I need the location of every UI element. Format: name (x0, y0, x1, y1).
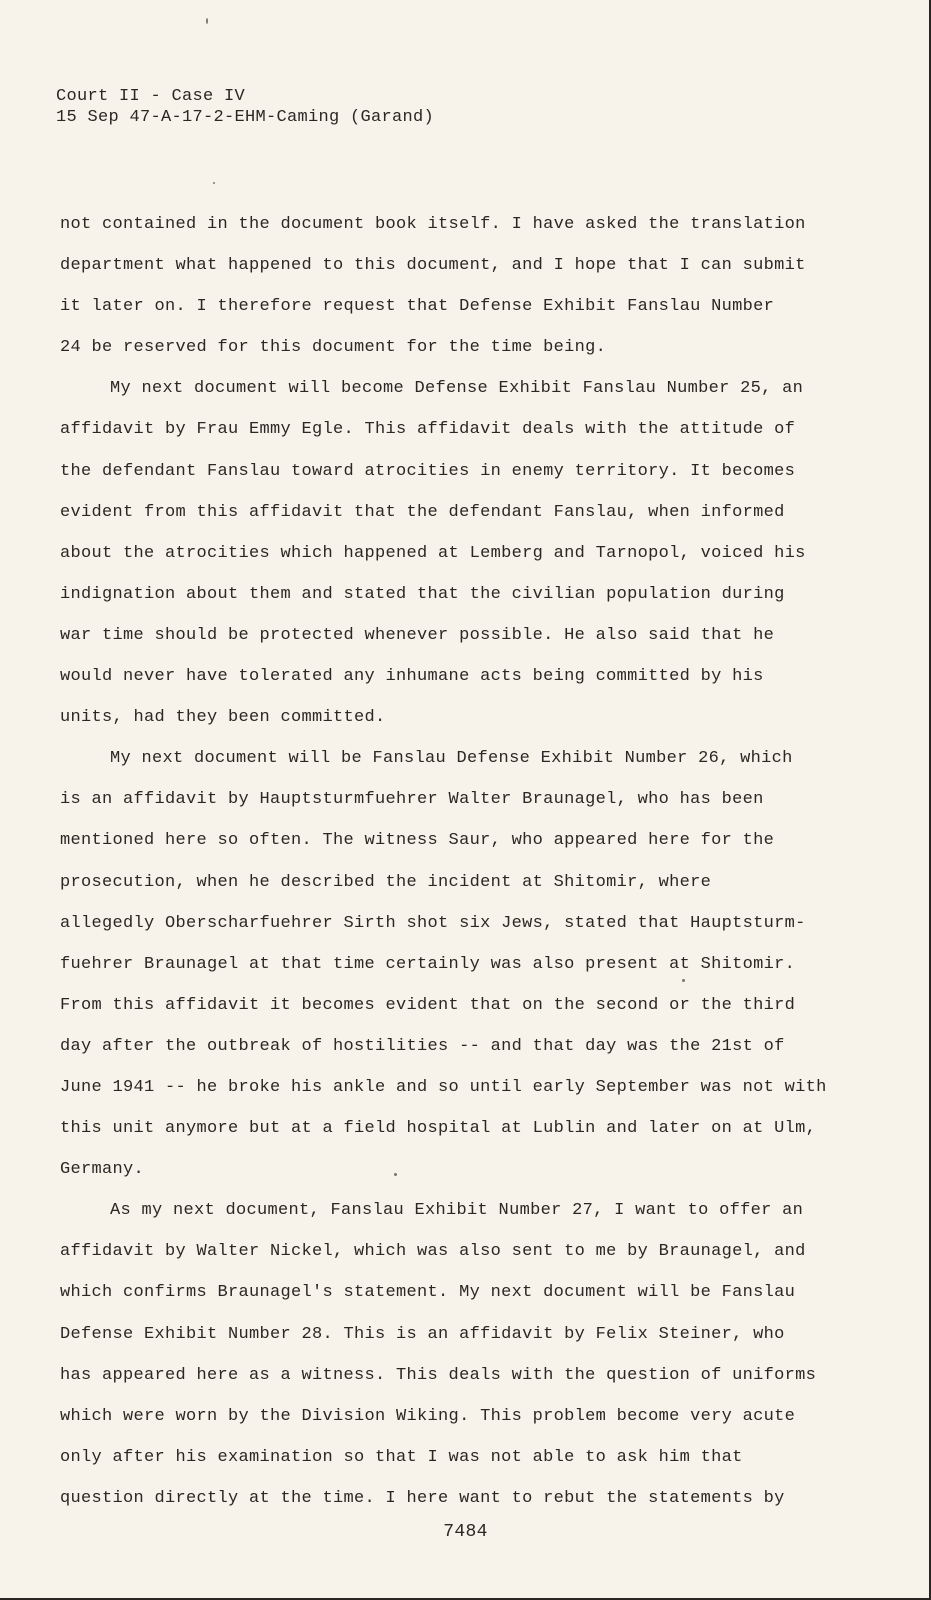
text-line: which were worn by the Division Wiking. This problem become very acute (60, 1406, 796, 1426)
text-line: allegedly Oberscharfuehrer Sirth shot six Jews, stated that Hauptsturm- (60, 913, 806, 933)
page-number: 7484 (443, 1522, 488, 1542)
text-line: affidavit by Walter Nickel, which was also sent to me by Braunagel, and (60, 1242, 806, 1262)
text-line: evident from this affidavit that the defendant Fanslau, when informed (60, 502, 785, 522)
text-line: From this affidavit it becomes evident that on the second or the third (60, 995, 796, 1015)
text-line: Defense Exhibit Number 28. This is an affidavit by Felix Steiner, who (60, 1324, 785, 1344)
text-line: Germany. (60, 1160, 145, 1180)
text-line: war time should be protected whenever possible. He also said that he (60, 625, 775, 645)
text-line: would never have tolerated any inhumane acts being committed by his (60, 667, 764, 687)
text-line: prosecution, when he described the incident at Shitomir, where (60, 872, 712, 892)
text-line: department what happened to this document, and I hope that I can submit (60, 256, 806, 276)
text-line: question directly at the time. I here want to rebut the statements by (60, 1488, 785, 1508)
paragraph-start-line: My next document will become Defense Exhibit Fanslau Number 25, an (110, 379, 804, 399)
text-line: it later on. I therefore request that Defense Exhibit Fanslau Number (60, 297, 775, 317)
paper-speck (206, 18, 208, 24)
text-line: this unit anymore but at a field hospital at Lublin and later on at Ulm, (60, 1119, 817, 1139)
body-text (60, 204, 827, 1519)
paper-speck (394, 1173, 397, 1176)
text-line: the defendant Fanslau toward atrocities in enemy territory. It becomes (60, 461, 796, 481)
text-line: day after the outbreak of hostilities -- and that day was the 21st of (60, 1036, 785, 1056)
text-line: only after his examination so that I was not able to ask him that (60, 1447, 743, 1467)
text-line: affidavit by Frau Emmy Egle. This affidavit deals with the attitude of (60, 420, 796, 440)
header-court-case: Court II - Case IV (56, 87, 246, 106)
paragraph-start-line: My next document will be Fanslau Defense Exhibit Number 26, which (110, 749, 793, 769)
text-line: not contained in the document book itself. I have asked the translation (60, 215, 806, 234)
text-line: has appeared here as a witness. This deals with the question of uniforms (60, 1365, 817, 1385)
paper-speck (682, 979, 685, 982)
paragraph-start-line: As my next document, Fanslau Exhibit Number 27, I want to offer an (110, 1201, 804, 1221)
document-header (56, 86, 434, 128)
text-line: mentioned here so often. The witness Saur, who appeared here for the (60, 831, 775, 851)
text-line: June 1941 -- he broke his ankle and so until early September was not with (60, 1077, 827, 1097)
text-line: indignation about them and stated that the civilian population during (60, 584, 785, 604)
text-line: units, had they been committed. (60, 708, 386, 728)
text-line: 24 be reserved for this document for the time being. (60, 338, 607, 358)
text-line: which confirms Braunagel's statement. My next document will be Fanslau (60, 1283, 796, 1303)
text-line: fuehrer Braunagel at that time certainly was also present at Shitomir. (60, 954, 796, 974)
header-date-reference: 15 Sep 47-A-17-2-EHM-Caming (Garand) (56, 108, 435, 127)
text-line: is an affidavit by Hauptsturmfuehrer Walter Braunagel, who has been (60, 790, 764, 810)
paper-speck (213, 182, 215, 184)
text-line: about the atrocities which happened at Lemberg and Tarnopol, voiced his (60, 543, 806, 563)
